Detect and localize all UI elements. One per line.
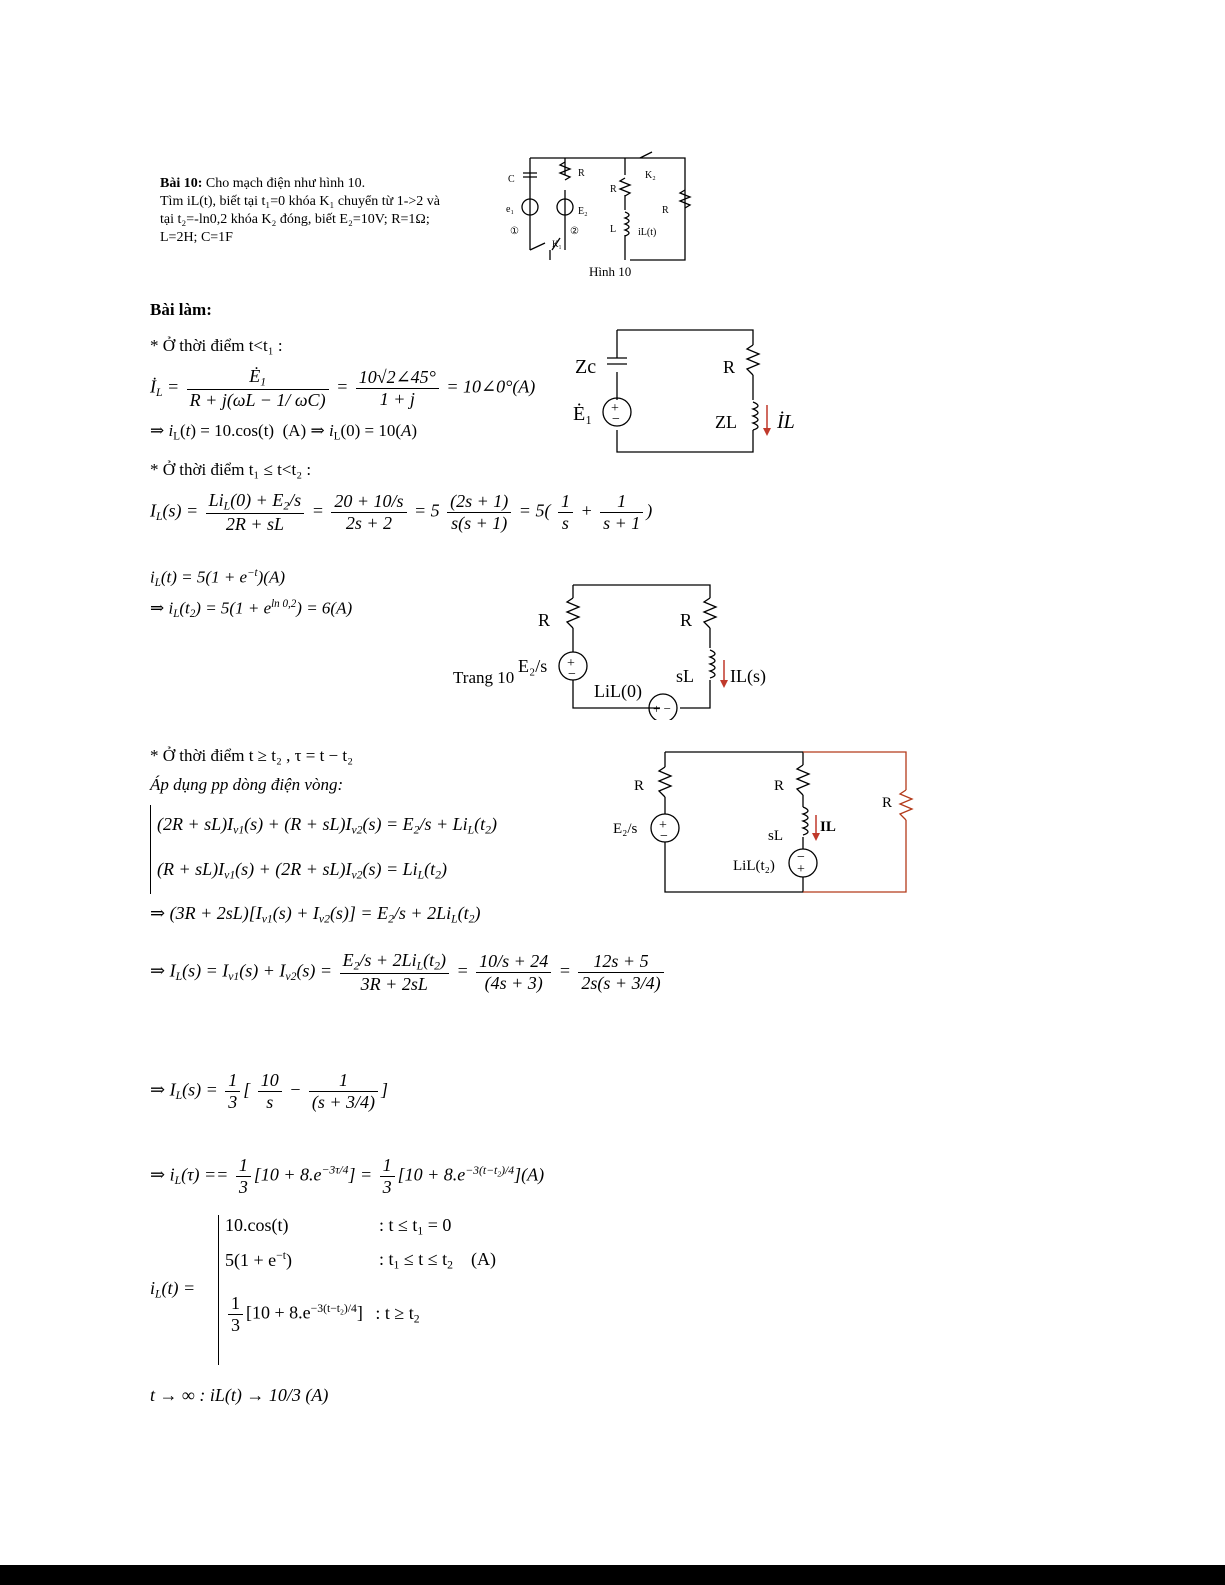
- fig-label-e2: E₂: [578, 206, 588, 217]
- method-label: Áp dụng pp dòng điện vòng:: [150, 775, 344, 794]
- problem-line3: tại t₂=-ln0,2 khóa K₂ đóng, biết E₂=10V; R=1Ω;: [160, 212, 430, 227]
- case3-heading: * Ở thời điểm t ≥ t₂ , τ = t − t₂: [150, 746, 354, 765]
- svg-text:+ −: + −: [653, 701, 671, 716]
- bottom-bar: [0, 1565, 1225, 1585]
- figure-10-circuit: [500, 150, 700, 280]
- svg-text:+: +: [659, 818, 667, 833]
- case2-eq1: $I_L(s)$ = $\frac{Li_L(0) + E_2/s}{2R + sL}$ = $\frac{20 + 10/s}{2s + 2}$ = 5 $\frac{(2s + 1)}{s(s + 1)}$ = 5( $\frac{1}{s}$ + $\frac{1}{s + 1}$ ): [150, 490, 653, 534]
- case2-heading: * Ở thời điểm t₁ ≤ t<t₂ :: [150, 460, 312, 479]
- case1-heading: * Ở thời điểm t<t₁ :: [150, 336, 283, 355]
- svg-text:−: −: [660, 829, 668, 844]
- piecewise-lhs: $i_L(t)$ =: [150, 1278, 196, 1301]
- fig-label-r1: R: [578, 168, 585, 179]
- problem-line4: L=2H; C=1F: [160, 230, 233, 245]
- fig-label-r3: R: [662, 205, 669, 216]
- circuit-2-diagram: [450, 580, 790, 720]
- fig-label-c: C: [508, 174, 515, 185]
- c2-label-li: LiL(0): [594, 681, 642, 701]
- figure-caption: Hình 10: [589, 264, 632, 279]
- system-equations: $(2R + sL)I_{v1}(s) + (R + sL)I_{v2}(s) = E_2/s + Li_L(t_2)$ $(R + sL)I_{v1}(s) + (2R + sL)I_{v2}(s) = Li_L(t_2)$: [150, 805, 497, 894]
- c3-label-li: LiL(t₂): [733, 858, 775, 874]
- problem-line1: Cho mạch điện như hình 10.: [205, 176, 366, 191]
- c3-label-r3: R: [882, 795, 893, 811]
- c3-label-sl: sL: [768, 828, 783, 844]
- svg-text:−: −: [612, 412, 620, 427]
- circuit-3-diagram: [610, 745, 920, 900]
- fig-label-k1: K₁: [552, 239, 562, 249]
- c3-label-il: IL: [820, 819, 836, 835]
- fig-label-n2: ②: [570, 226, 579, 237]
- c3-label-r2: R: [774, 778, 785, 794]
- case2-eq3: ⇒ $i_L(t_2) = 5(1 + e^{ln 0,2}) = 6(A)$: [150, 598, 353, 620]
- circuit-1-diagram: [565, 320, 805, 460]
- c2-label-sl: sL: [676, 666, 694, 686]
- svg-text:+: +: [797, 862, 805, 877]
- fig-label-r2: R: [610, 184, 617, 195]
- case2-eq2: $i_L(t) = 5(1 + e^{-t})(A)$: [150, 567, 285, 589]
- c1-label-zl: ZL: [715, 412, 737, 432]
- svg-text:+: +: [611, 401, 619, 416]
- c3-label-r1: R: [634, 778, 645, 794]
- c1-label-e1: Ė₁: [573, 403, 593, 425]
- c2-label-ils: IL(s): [730, 666, 766, 686]
- case1-eq2: ⇒ $i_L(t) = 10.\cos(t)$ (A) ⇒ $i_L(0) = 10(A)$: [150, 421, 418, 443]
- fig-label-l: L: [610, 224, 617, 235]
- svg-text:−: −: [568, 667, 576, 682]
- c2-label-r1: R: [538, 610, 551, 630]
- c1-label-il: İL: [777, 411, 795, 433]
- svg-text:−: −: [797, 850, 805, 865]
- final-limit: t → ∞ : iL(t) → 10/3 (A): [150, 1385, 329, 1405]
- problem-title: Bài 10:: [160, 176, 203, 191]
- svg-text:+: +: [567, 656, 575, 671]
- piecewise-cases: 10.cos(t) : $t \le t_1 = 0$ $5(1 + e^{-t})$ : $t_1 \le t \le t_2$ (A) $\frac{1}{3}$ $[10 + 8.e^{-3(t-t_2)/4}]$ : $t \ge t_2$: [218, 1215, 420, 1365]
- problem-text: [160, 175, 440, 247]
- case3-eq1: ⇒ $(3R + 2sL)[I_{v1}(s) + I_{v2}(s)] = E_2/s + 2Li_L(t_2)$: [150, 903, 481, 926]
- c2-label-r2: R: [680, 610, 693, 630]
- case1-eq1: $İ_L$ = $\frac{Ė_1}{R + j(\omega L - 1/ \omega C)}$ = $\frac{10√2\angle 45^\circ}{1 + j}$ = 10∠0°(A): [150, 366, 536, 410]
- c1-label-zc: Zc: [575, 356, 597, 378]
- c2-label-e2s: E₂/s: [518, 656, 548, 676]
- c1-label-r: R: [723, 357, 736, 377]
- fig-label-k2: K₂: [645, 170, 656, 181]
- fig-label-il: iL(t): [638, 227, 657, 238]
- case3-eq4: ⇒ $i_L(\tau)$ == $\frac{1}{3}$ $[10 + 8.e^{-3\tau/4}]$ = $\frac{1}{3}$ $[10 + 8.e^{-3(t-t_2)/4}](A)$: [150, 1155, 545, 1197]
- page-footer: Trang 10: [453, 668, 515, 687]
- fig-label-n1: ①: [510, 226, 519, 237]
- c3-label-e2s: E₂/s: [613, 821, 638, 837]
- problem-line2: Tìm iL(t), biết tại t₁=0 khóa K₁ chuyển từ 1->2 và: [160, 194, 441, 209]
- case3-eq2: ⇒ $I_L(s) = I_{v1}(s) + I_{v2}(s)$ = $\frac{E_2/s + 2Li_L(t_2)}{3R + 2sL}$ = $\frac{10/s + 24}{(4s + 3)}$ = $\frac{12s + 5}{2s(s + 3/4)}$: [150, 950, 667, 995]
- case3-eq3: ⇒ $I_L(s)$ = $\frac{1}{3}$ [ $\frac{10}{s}$ − $\frac{1}{(s + 3/4)}$ ]: [150, 1070, 389, 1112]
- fig-label-e1: e₁: [506, 204, 514, 215]
- solution-heading: Bài làm:: [150, 300, 212, 319]
